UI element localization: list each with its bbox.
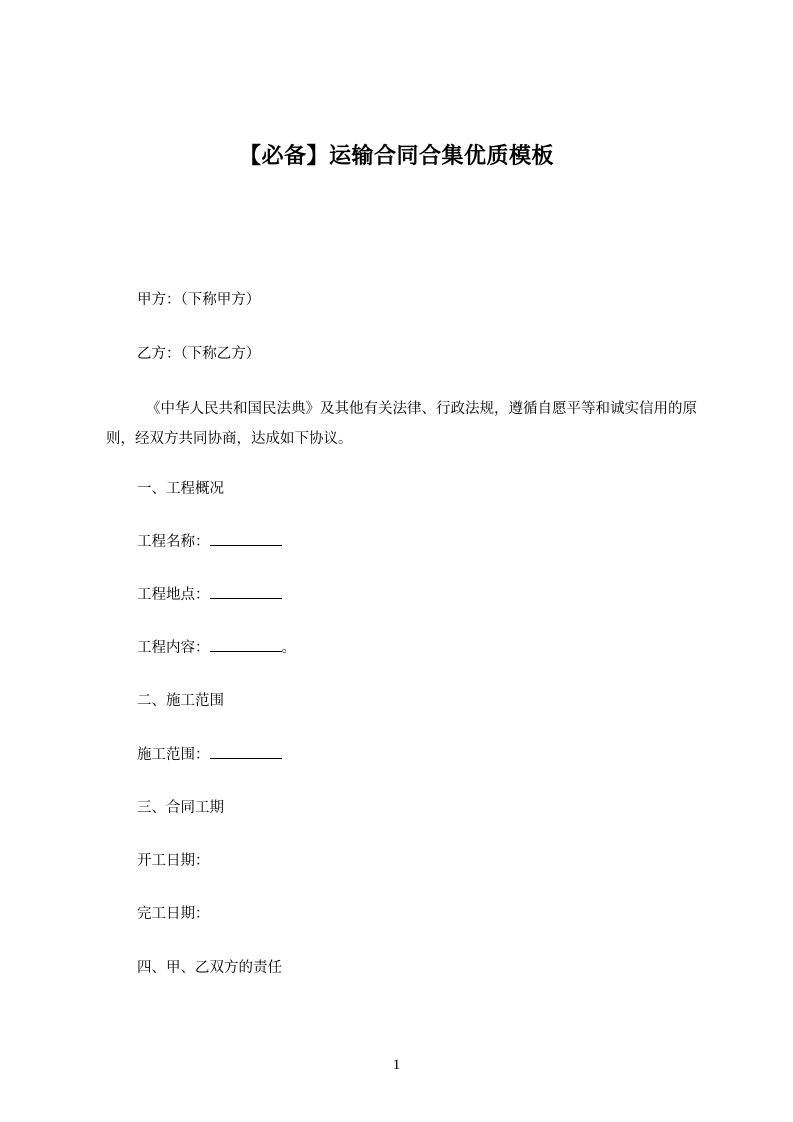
project-content-line xyxy=(137,638,296,658)
project-content-blank xyxy=(210,638,282,652)
project-location-line xyxy=(137,585,282,605)
start-date-line: 开工日期： xyxy=(137,853,210,869)
section-4-heading: 四、甲、乙双方的责任 xyxy=(137,960,282,976)
party-b-line: 乙方：（下称乙方） xyxy=(137,346,261,362)
section-2-heading: 二、施工范围 xyxy=(137,693,224,709)
section-1-heading: 一、工程概况 xyxy=(137,481,224,497)
preamble-paragraph: 《中华人民共和国民法典》及其他有关法律、行政法规，遵循自愿平等和诚实信用的原则，经双方共同协商，达成如下协议。 xyxy=(106,401,697,447)
project-name-label: 工程名称： xyxy=(137,534,210,550)
project-location-label: 工程地点： xyxy=(137,587,210,603)
scope-line xyxy=(137,745,282,765)
section-3-heading: 三、合同工期 xyxy=(137,800,224,816)
end-date-line: 完工日期： xyxy=(137,906,210,922)
project-content-suffix: 。 xyxy=(281,640,296,656)
project-name-blank xyxy=(210,532,282,546)
scope-blank xyxy=(210,745,282,759)
scope-label: 施工范围： xyxy=(137,747,210,763)
project-name-line xyxy=(137,532,282,552)
page-title: 【必备】运输合同合集优质模板 xyxy=(238,144,554,169)
project-location-blank xyxy=(210,585,282,599)
project-content-label: 工程内容： xyxy=(137,640,210,656)
party-a-line: 甲方：（下称甲方） xyxy=(137,292,261,308)
page-number: 1 xyxy=(392,1057,401,1073)
